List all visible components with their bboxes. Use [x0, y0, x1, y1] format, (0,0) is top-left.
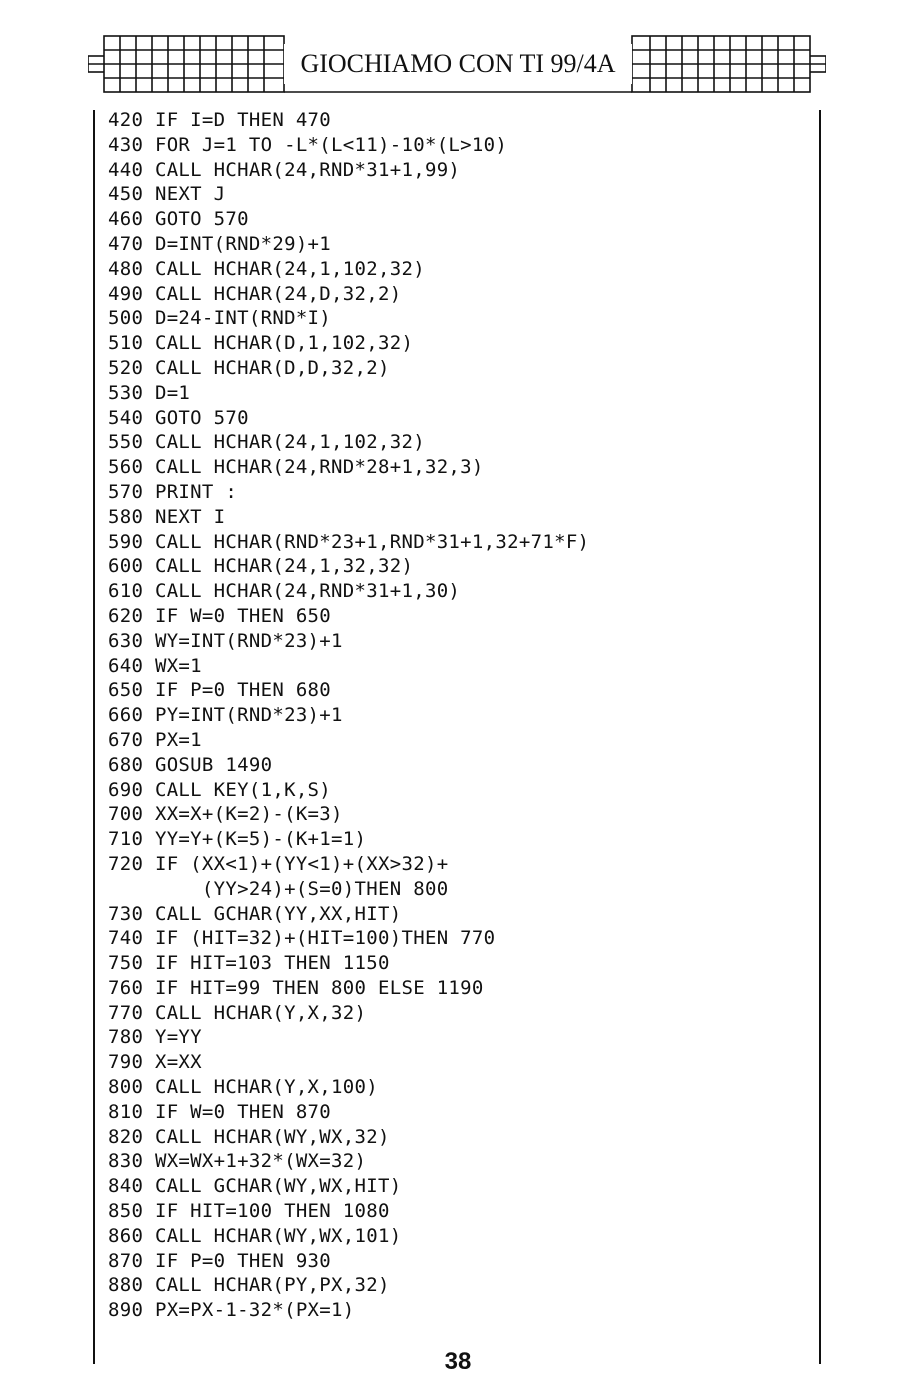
- code-line: 750 IF HIT=103 THEN 1150: [108, 952, 390, 975]
- code-line: 620 IF W=0 THEN 650: [108, 604, 332, 627]
- code-line: 440 CALL HCHAR(24,RND*31+1,99): [108, 158, 461, 181]
- code-line: 520 CALL HCHAR(D,D,32,2): [108, 356, 390, 379]
- code-line: 450 NEXT J: [108, 183, 226, 206]
- left-margin-rule: [93, 110, 95, 1364]
- basic-program-listing: [108, 108, 808, 1323]
- code-line: 540 GOTO 570: [108, 406, 249, 429]
- code-line: 670 PX=1: [108, 728, 202, 751]
- code-line: 680 GOSUB 1490: [108, 753, 273, 776]
- code-line: 800 CALL HCHAR(Y,X,100): [108, 1076, 378, 1099]
- code-line: 730 CALL GCHAR(YY,XX,HIT): [108, 902, 402, 925]
- code-line: 850 IF HIT=100 THEN 1080: [108, 1200, 390, 1223]
- code-line: 880 CALL HCHAR(PY,PX,32): [108, 1274, 390, 1297]
- code-line: 760 IF HIT=99 THEN 800 ELSE 1190: [108, 976, 484, 999]
- code-line: 840 CALL GCHAR(WY,WX,HIT): [108, 1175, 402, 1198]
- code-line: 820 CALL HCHAR(WY,WX,32): [108, 1125, 390, 1148]
- right-margin-rule: [819, 110, 821, 1364]
- code-line: 420 IF I=D THEN 470: [108, 109, 332, 131]
- code-line: 500 D=24-INT(RND*I): [108, 307, 332, 330]
- code-line: 770 CALL HCHAR(Y,X,32): [108, 1001, 367, 1024]
- code-line: 890 PX=PX-1-32*(PX=1): [108, 1299, 355, 1322]
- code-line: 590 CALL HCHAR(RND*23+1,RND*31+1,32+71*F): [108, 530, 590, 553]
- code-line: 710 YY=Y+(K=5)-(K+1=1): [108, 828, 367, 851]
- code-line: 690 CALL KEY(1,K,S): [108, 778, 332, 801]
- code-line: 790 X=XX: [108, 1051, 202, 1074]
- code-line: 490 CALL HCHAR(24,D,32,2): [108, 282, 402, 305]
- header-title: GIOCHIAMO CON TI 99/4A: [284, 44, 632, 84]
- code-line: 860 CALL HCHAR(WY,WX,101): [108, 1224, 402, 1247]
- code-line: 720 IF (XX<1)+(YY<1)+(XX>32)+: [108, 852, 449, 875]
- code-line: (YY>24)+(S=0)THEN 800: [108, 877, 449, 900]
- running-header: [88, 34, 826, 96]
- code-line: 610 CALL HCHAR(24,RND*31+1,30): [108, 580, 461, 603]
- code-line: 870 IF P=0 THEN 930: [108, 1249, 332, 1272]
- code-line: 430 FOR J=1 TO -L*(L<11)-10*(L>10): [108, 133, 508, 156]
- code-line: 660 PY=INT(RND*23)+1: [108, 704, 343, 727]
- code-line: 560 CALL HCHAR(24,RND*28+1,32,3): [108, 456, 484, 479]
- code-line: 830 WX=WX+1+32*(WX=32): [108, 1150, 367, 1173]
- code-line: 600 CALL HCHAR(24,1,32,32): [108, 555, 414, 578]
- code-line: 550 CALL HCHAR(24,1,102,32): [108, 431, 425, 454]
- code-line: 530 D=1: [108, 381, 191, 404]
- code-line: 510 CALL HCHAR(D,1,102,32): [108, 332, 414, 355]
- code-line: 700 XX=X+(K=2)-(K=3): [108, 803, 343, 826]
- code-line: 650 IF P=0 THEN 680: [108, 679, 332, 702]
- code-line: 640 WX=1: [108, 654, 202, 677]
- code-line: 810 IF W=0 THEN 870: [108, 1100, 332, 1123]
- code-line: 460 GOTO 570: [108, 208, 249, 231]
- page-number: 38: [444, 1348, 472, 1375]
- code-line: 780 Y=YY: [108, 1026, 202, 1049]
- code-line: 580 NEXT I: [108, 505, 226, 528]
- code-line: 740 IF (HIT=32)+(HIT=100)THEN 770: [108, 927, 496, 950]
- code-line: 570 PRINT :: [108, 480, 238, 503]
- code-line: 480 CALL HCHAR(24,1,102,32): [108, 257, 425, 280]
- code-line: 470 D=INT(RND*29)+1: [108, 232, 332, 255]
- code-line: 630 WY=INT(RND*23)+1: [108, 629, 343, 652]
